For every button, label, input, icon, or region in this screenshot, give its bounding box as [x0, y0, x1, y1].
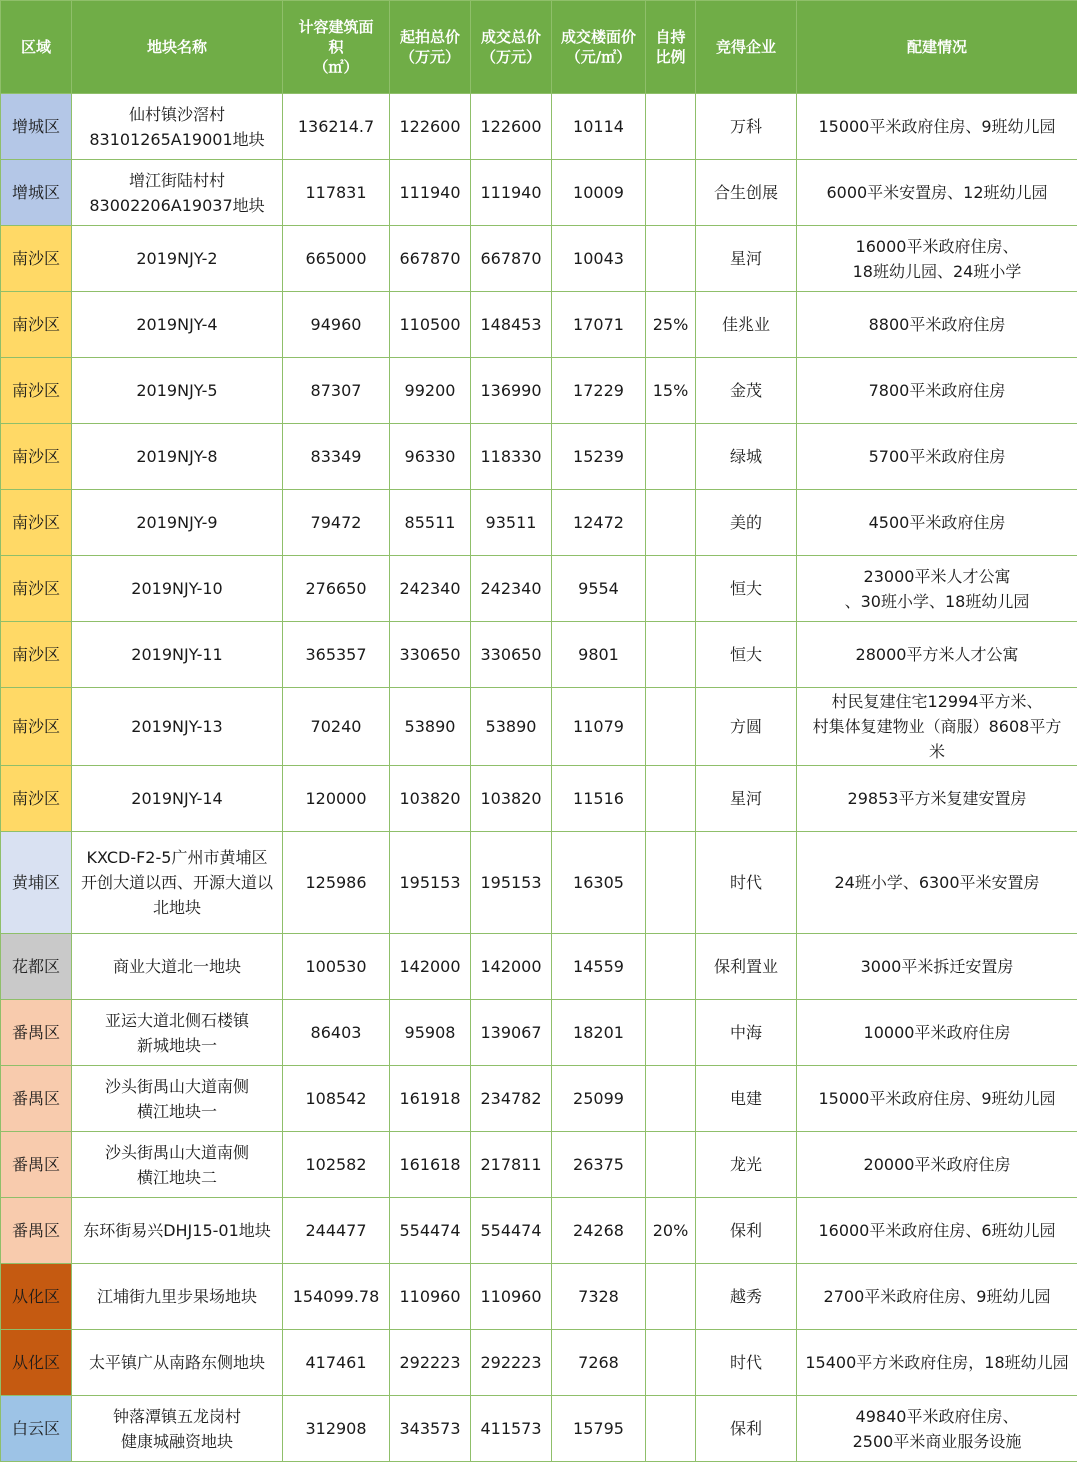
- region-cell: 南沙区: [1, 688, 72, 766]
- parcel-name-cell: 2019NJY-9: [72, 490, 283, 556]
- parcel-name-cell: 太平镇广从南路东侧地块: [72, 1330, 283, 1396]
- deal-price-cell: 292223: [471, 1330, 552, 1396]
- header-deal-price: 成交总价 （万元）: [471, 1, 552, 94]
- winner-cell: 万科: [696, 94, 797, 160]
- self-hold-cell: [646, 688, 696, 766]
- self-hold-cell: [646, 622, 696, 688]
- winner-cell: 时代: [696, 832, 797, 934]
- start-price-cell: 292223: [390, 1330, 471, 1396]
- supporting-cell: 15000平米政府住房、9班幼儿园: [797, 1066, 1077, 1132]
- self-hold-cell: [646, 94, 696, 160]
- supporting-cell: 15000平米政府住房、9班幼儿园: [797, 94, 1077, 160]
- parcel-name-cell: 增江街陆村村 83002206A19037地块: [72, 160, 283, 226]
- self-hold-cell: [646, 832, 696, 934]
- start-price-cell: 667870: [390, 226, 471, 292]
- table-row: [1, 622, 1077, 688]
- self-hold-cell: [646, 556, 696, 622]
- deal-price-cell: 142000: [471, 934, 552, 1000]
- start-price-cell: 110500: [390, 292, 471, 358]
- supporting-cell: 8800平米政府住房: [797, 292, 1077, 358]
- deal-price-cell: 139067: [471, 1000, 552, 1066]
- floor-area-cell: 136214.7: [283, 94, 390, 160]
- floor-price-cell: 11079: [552, 688, 646, 766]
- deal-price-cell: 136990: [471, 358, 552, 424]
- supporting-cell: 10000平米政府住房: [797, 1000, 1077, 1066]
- winner-cell: 绿城: [696, 424, 797, 490]
- deal-price-cell: 103820: [471, 766, 552, 832]
- parcel-name-cell: 2019NJY-5: [72, 358, 283, 424]
- table-row: [1, 1000, 1077, 1066]
- winner-cell: 电建: [696, 1066, 797, 1132]
- header-self-hold: 自持 比例: [646, 1, 696, 94]
- floor-area-cell: 94960: [283, 292, 390, 358]
- supporting-cell: 20000平米政府住房: [797, 1132, 1077, 1198]
- floor-area-cell: 365357: [283, 622, 390, 688]
- self-hold-cell: [646, 1000, 696, 1066]
- region-cell: 南沙区: [1, 556, 72, 622]
- floor-price-cell: 14559: [552, 934, 646, 1000]
- supporting-cell: 23000平米人才公寓 、30班小学、18班幼儿园: [797, 556, 1077, 622]
- self-hold-cell: [646, 1330, 696, 1396]
- region-cell: 黄埔区: [1, 832, 72, 934]
- winner-cell: 时代: [696, 1330, 797, 1396]
- region-cell: 南沙区: [1, 490, 72, 556]
- floor-price-cell: 24268: [552, 1198, 646, 1264]
- start-price-cell: 242340: [390, 556, 471, 622]
- floor-area-cell: 117831: [283, 160, 390, 226]
- supporting-cell: 16000平米政府住房、6班幼儿园: [797, 1198, 1077, 1264]
- start-price-cell: 103820: [390, 766, 471, 832]
- parcel-name-cell: 亚运大道北侧石楼镇 新城地块一: [72, 1000, 283, 1066]
- parcel-name-cell: 东环街易兴DHJ15-01地块: [72, 1198, 283, 1264]
- start-price-cell: 111940: [390, 160, 471, 226]
- winner-cell: 金茂: [696, 358, 797, 424]
- floor-area-cell: 120000: [283, 766, 390, 832]
- table-row: [1, 688, 1077, 766]
- floor-price-cell: 10043: [552, 226, 646, 292]
- start-price-cell: 110960: [390, 1264, 471, 1330]
- floor-price-cell: 15239: [552, 424, 646, 490]
- floor-area-cell: 83349: [283, 424, 390, 490]
- winner-cell: 方圆: [696, 688, 797, 766]
- floor-price-cell: 11516: [552, 766, 646, 832]
- winner-cell: 星河: [696, 226, 797, 292]
- deal-price-cell: 242340: [471, 556, 552, 622]
- start-price-cell: 195153: [390, 832, 471, 934]
- table-row: [1, 1198, 1077, 1264]
- parcel-name-cell: 钟落潭镇五龙岗村 健康城融资地块: [72, 1396, 283, 1462]
- supporting-cell: 3000平米拆迁安置房: [797, 934, 1077, 1000]
- header-region: 区域: [1, 1, 72, 94]
- supporting-cell: 6000平米安置房、12班幼儿园: [797, 160, 1077, 226]
- deal-price-cell: 111940: [471, 160, 552, 226]
- region-cell: 从化区: [1, 1330, 72, 1396]
- supporting-cell: 28000平方米人才公寓: [797, 622, 1077, 688]
- self-hold-cell: [646, 766, 696, 832]
- floor-area-cell: 312908: [283, 1396, 390, 1462]
- winner-cell: 佳兆业: [696, 292, 797, 358]
- region-cell: 南沙区: [1, 226, 72, 292]
- parcel-name-cell: 沙头街禺山大道南侧 横江地块一: [72, 1066, 283, 1132]
- winner-cell: 龙光: [696, 1132, 797, 1198]
- floor-area-cell: 244477: [283, 1198, 390, 1264]
- floor-price-cell: 17071: [552, 292, 646, 358]
- floor-price-cell: 7268: [552, 1330, 646, 1396]
- floor-area-cell: 665000: [283, 226, 390, 292]
- header-parcel-name: 地块名称: [72, 1, 283, 94]
- floor-area-cell: 417461: [283, 1330, 390, 1396]
- self-hold-cell: [646, 1264, 696, 1330]
- parcel-name-cell: 仙村镇沙滘村 83101265A19001地块: [72, 94, 283, 160]
- start-price-cell: 142000: [390, 934, 471, 1000]
- region-cell: 增城区: [1, 160, 72, 226]
- parcel-name-cell: 2019NJY-2: [72, 226, 283, 292]
- table-row: [1, 1066, 1077, 1132]
- header-row: [1, 1, 1077, 94]
- floor-area-cell: 108542: [283, 1066, 390, 1132]
- self-hold-cell: [646, 424, 696, 490]
- self-hold-cell: [646, 934, 696, 1000]
- supporting-cell: 5700平米政府住房: [797, 424, 1077, 490]
- parcel-name-cell: 2019NJY-14: [72, 766, 283, 832]
- floor-area-cell: 86403: [283, 1000, 390, 1066]
- region-cell: 番禺区: [1, 1198, 72, 1264]
- header-supporting: 配建情况: [797, 1, 1077, 94]
- supporting-cell: 49840平米政府住房、 2500平米商业服务设施: [797, 1396, 1077, 1462]
- table-row: [1, 934, 1077, 1000]
- table-row: [1, 1330, 1077, 1396]
- floor-area-cell: 125986: [283, 832, 390, 934]
- winner-cell: 保利: [696, 1396, 797, 1462]
- self-hold-cell: 20%: [646, 1198, 696, 1264]
- table-row: [1, 160, 1077, 226]
- table-row: [1, 226, 1077, 292]
- table-row: [1, 1396, 1077, 1462]
- parcel-name-cell: 2019NJY-4: [72, 292, 283, 358]
- table-row: [1, 424, 1077, 490]
- floor-price-cell: 15795: [552, 1396, 646, 1462]
- start-price-cell: 53890: [390, 688, 471, 766]
- winner-cell: 恒大: [696, 622, 797, 688]
- winner-cell: 中海: [696, 1000, 797, 1066]
- floor-area-cell: 87307: [283, 358, 390, 424]
- parcel-name-cell: 商业大道北一地块: [72, 934, 283, 1000]
- floor-price-cell: 18201: [552, 1000, 646, 1066]
- supporting-cell: 村民复建住宅12994平方米、 村集体复建物业（商服）8608平方 米: [797, 688, 1077, 766]
- winner-cell: 恒大: [696, 556, 797, 622]
- supporting-cell: 24班小学、6300平米安置房: [797, 832, 1077, 934]
- floor-area-cell: 276650: [283, 556, 390, 622]
- table-row: [1, 292, 1077, 358]
- region-cell: 白云区: [1, 1396, 72, 1462]
- supporting-cell: 16000平米政府住房、 18班幼儿园、24班小学: [797, 226, 1077, 292]
- floor-price-cell: 10114: [552, 94, 646, 160]
- header-start-price: 起拍总价 （万元）: [390, 1, 471, 94]
- floor-area-cell: 100530: [283, 934, 390, 1000]
- table-body: [1, 94, 1077, 1462]
- self-hold-cell: [646, 226, 696, 292]
- supporting-cell: 29853平方米复建安置房: [797, 766, 1077, 832]
- floor-price-cell: 7328: [552, 1264, 646, 1330]
- floor-area-cell: 79472: [283, 490, 390, 556]
- table-row: [1, 1132, 1077, 1198]
- start-price-cell: 95908: [390, 1000, 471, 1066]
- floor-price-cell: 9554: [552, 556, 646, 622]
- deal-price-cell: 554474: [471, 1198, 552, 1264]
- floor-price-cell: 10009: [552, 160, 646, 226]
- winner-cell: 保利置业: [696, 934, 797, 1000]
- deal-price-cell: 330650: [471, 622, 552, 688]
- floor-price-cell: 17229: [552, 358, 646, 424]
- self-hold-cell: [646, 1066, 696, 1132]
- region-cell: 从化区: [1, 1264, 72, 1330]
- deal-price-cell: 148453: [471, 292, 552, 358]
- deal-price-cell: 53890: [471, 688, 552, 766]
- region-cell: 花都区: [1, 934, 72, 1000]
- floor-price-cell: 16305: [552, 832, 646, 934]
- region-cell: 南沙区: [1, 622, 72, 688]
- start-price-cell: 96330: [390, 424, 471, 490]
- start-price-cell: 161618: [390, 1132, 471, 1198]
- self-hold-cell: 15%: [646, 358, 696, 424]
- parcel-name-cell: KXCD-F2-5广州市黄埔区 开创大道以西、开源大道以 北地块: [72, 832, 283, 934]
- deal-price-cell: 118330: [471, 424, 552, 490]
- start-price-cell: 343573: [390, 1396, 471, 1462]
- supporting-cell: 2700平米政府住房、9班幼儿园: [797, 1264, 1077, 1330]
- self-hold-cell: [646, 490, 696, 556]
- deal-price-cell: 122600: [471, 94, 552, 160]
- parcel-name-cell: 江埔街九里步果场地块: [72, 1264, 283, 1330]
- table-row: [1, 358, 1077, 424]
- deal-price-cell: 110960: [471, 1264, 552, 1330]
- parcel-name-cell: 2019NJY-8: [72, 424, 283, 490]
- floor-price-cell: 26375: [552, 1132, 646, 1198]
- winner-cell: 合生创展: [696, 160, 797, 226]
- parcel-name-cell: 沙头街禺山大道南侧 横江地块二: [72, 1132, 283, 1198]
- table-row: [1, 832, 1077, 934]
- table-row: [1, 490, 1077, 556]
- deal-price-cell: 217811: [471, 1132, 552, 1198]
- header-winner: 竞得企业: [696, 1, 797, 94]
- deal-price-cell: 411573: [471, 1396, 552, 1462]
- supporting-cell: 7800平米政府住房: [797, 358, 1077, 424]
- parcel-name-cell: 2019NJY-13: [72, 688, 283, 766]
- table-row: [1, 1264, 1077, 1330]
- deal-price-cell: 93511: [471, 490, 552, 556]
- floor-price-cell: 25099: [552, 1066, 646, 1132]
- header-floor-price: 成交楼面价 （元/㎡）: [552, 1, 646, 94]
- winner-cell: 保利: [696, 1198, 797, 1264]
- supporting-cell: 15400平方米政府住房，18班幼儿园: [797, 1330, 1077, 1396]
- floor-price-cell: 9801: [552, 622, 646, 688]
- start-price-cell: 554474: [390, 1198, 471, 1264]
- region-cell: 南沙区: [1, 424, 72, 490]
- self-hold-cell: [646, 1396, 696, 1462]
- parcel-name-cell: 2019NJY-11: [72, 622, 283, 688]
- region-cell: 增城区: [1, 94, 72, 160]
- deal-price-cell: 195153: [471, 832, 552, 934]
- table-row: [1, 94, 1077, 160]
- winner-cell: 星河: [696, 766, 797, 832]
- region-cell: 南沙区: [1, 292, 72, 358]
- header-floor-area: 计容建筑面 积 （㎡）: [283, 1, 390, 94]
- region-cell: 番禺区: [1, 1000, 72, 1066]
- self-hold-cell: [646, 1132, 696, 1198]
- parcel-name-cell: 2019NJY-10: [72, 556, 283, 622]
- floor-price-cell: 12472: [552, 490, 646, 556]
- deal-price-cell: 667870: [471, 226, 552, 292]
- table-row: [1, 766, 1077, 832]
- region-cell: 番禺区: [1, 1132, 72, 1198]
- region-cell: 南沙区: [1, 358, 72, 424]
- floor-area-cell: 102582: [283, 1132, 390, 1198]
- start-price-cell: 99200: [390, 358, 471, 424]
- supporting-cell: 4500平米政府住房: [797, 490, 1077, 556]
- floor-area-cell: 154099.78: [283, 1264, 390, 1330]
- start-price-cell: 85511: [390, 490, 471, 556]
- region-cell: 番禺区: [1, 1066, 72, 1132]
- start-price-cell: 161918: [390, 1066, 471, 1132]
- table-row: [1, 556, 1077, 622]
- self-hold-cell: [646, 160, 696, 226]
- start-price-cell: 122600: [390, 94, 471, 160]
- region-cell: 南沙区: [1, 766, 72, 832]
- floor-area-cell: 70240: [283, 688, 390, 766]
- deal-price-cell: 234782: [471, 1066, 552, 1132]
- start-price-cell: 330650: [390, 622, 471, 688]
- winner-cell: 越秀: [696, 1264, 797, 1330]
- self-hold-cell: 25%: [646, 292, 696, 358]
- winner-cell: 美的: [696, 490, 797, 556]
